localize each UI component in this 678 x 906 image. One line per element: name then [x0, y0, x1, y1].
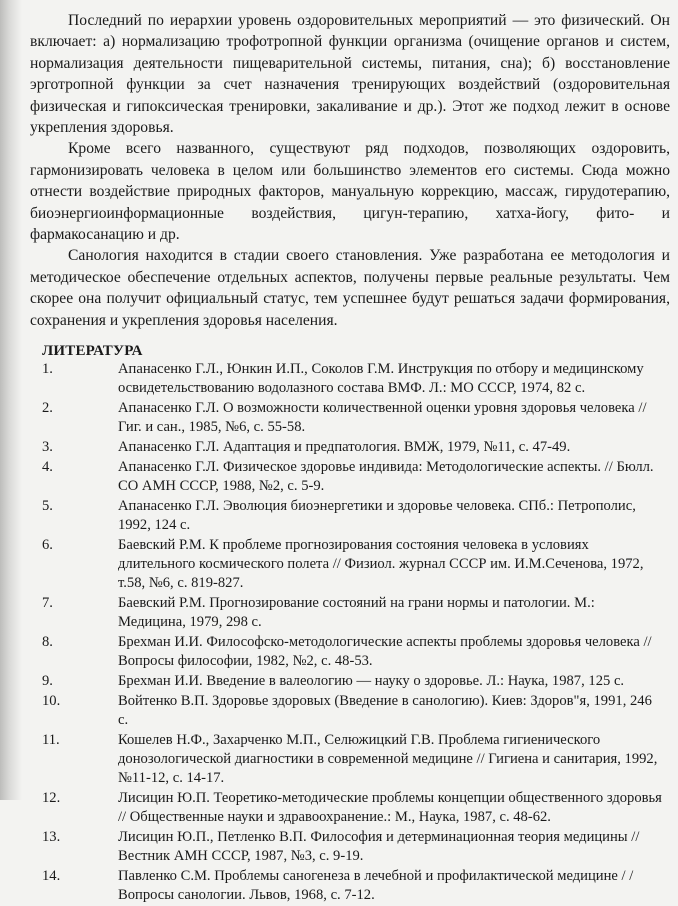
reference-item — [30, 731, 670, 788]
reference-item — [30, 594, 670, 632]
reference-text: Войтенко В.П. Здоровье здоровых (Введение в санологию). Киев: Здоров"я, 1991, 246 с. — [118, 693, 652, 729]
document-page — [30, 10, 670, 906]
reference-text: Брехман И.И. Введение в валеологию — науку о здоровье. Л.: Наука, 1987, 125 с. — [118, 673, 625, 690]
reference-item — [30, 497, 670, 535]
reference-item — [30, 672, 670, 691]
reference-text: Апанасенко Г.Л. Адаптация и предпатология. ВМЖ, 1979, №11, с. 47-49. — [118, 439, 571, 456]
reference-number: 11. — [42, 732, 60, 749]
reference-item — [30, 692, 670, 730]
paragraph-sanology-status: Санология находится в стадии своего становления. Уже разработана ее методология и методическое обеспечение отдельных аспектов, получены первые реальные результаты. Чем скорее она получит официальный статус, тем успешнее будут решаться задачи формирования, сохранения и укрепления здоровья населения. — [30, 247, 670, 329]
reference-number: 5. — [42, 498, 53, 515]
paragraph-physical-level: Последний по иерархии уровень оздоровительных мероприятий — это физический. Он включает: а) нормализацию трофотропной функции организма (очищение органов и систем, нормализация деятельности пищеварительной системы, питания, сна); б) восстановление эрготропной функции за счет назначения тренирующих воздействий (оздоровительная физическая и гипоксическая тренировки, закаливание и др.). Этот же подход лежит в основе укрепления здоровья. — [30, 12, 670, 137]
reference-number: 14. — [42, 868, 61, 885]
reference-item — [30, 438, 670, 457]
reference-item — [30, 867, 670, 905]
references-heading: ЛИТЕРАТУРА — [42, 343, 143, 360]
reference-text: Баевский Р.М. К проблеме прогнозирования состояния человека в условиях длительного космического полета // Физиол. журнал СССР им. И.М.Сеченова, 1972, т.58, №6, с. 819-827. — [118, 537, 644, 592]
reference-number: 1. — [42, 361, 53, 378]
reference-item — [30, 633, 670, 671]
reference-text: Апанасенко Г.Л. Эволюция биоэнергетики и здоровье человека. СПб.: Петрополис, 1992, 124 с. — [118, 498, 636, 534]
paragraph-other-approaches: Кроме всего названного, существуют ряд подходов, позволяющих оздоровить, гармонизировать человека в целом или большинство элементов его системы. Сюда можно отнести воздействие природных факторов, мануальную коррекцию, массаж, гирудотерапию, биоэнергиоинформационные воздействия, цигун-терапию, хатха-йогу, фито- и фармакосанацию и др. — [30, 140, 670, 244]
reference-number: 2. — [42, 400, 53, 417]
reference-number: 13. — [42, 829, 61, 846]
reference-number: 9. — [42, 673, 53, 690]
references-list — [30, 360, 670, 905]
reference-number: 12. — [42, 790, 61, 807]
reference-item — [30, 458, 670, 496]
reference-number: 10. — [42, 693, 61, 710]
reference-number: 8. — [42, 634, 53, 651]
reference-item — [30, 399, 670, 437]
reference-text: Апанасенко Г.Л. Физическое здоровье индивида: Методологические аспекты. // Бюлл. СО АМН СССР, 1988, №2, с. 5-9. — [118, 459, 654, 495]
reference-item — [30, 789, 670, 827]
reference-text: Баевский Р.М. Прогнозирование состояний на грани нормы и патологии. М.: Медицина, 1979, 298 с. — [118, 595, 595, 631]
reference-text: Апанасенко Г.Л., Юнкин И.П., Соколов Г.М. Инструкция по отбору и медицинскому освидетельствованию водолазного состава ВМФ. Л.: МО СССР, 1974, 82 с. — [118, 361, 644, 397]
reference-text: Кошелев Н.Ф., Захарченко М.П., Селюжицкий Г.В. Проблема гигиенического донозологической диагностики в современной медицине // Гигиена и санитария, 1992, №11-12, с. 14-17. — [118, 732, 658, 787]
reference-number: 4. — [42, 459, 53, 476]
reference-text: Брехман И.И. Философско-методологические аспекты проблемы здоровья человека // Вопросы философии, 1982, №2, с. 48-53. — [118, 634, 652, 670]
page-edge-shadow — [0, 0, 22, 800]
reference-text: Лисицин Ю.П. Теоретико-методические проблемы концепции общественного здоровья // Общественные науки и здравоохранение.: М., Наука, 1987, с. 48-62. — [118, 790, 662, 826]
reference-number: 3. — [42, 439, 53, 456]
reference-item — [30, 536, 670, 593]
reference-item — [30, 360, 670, 398]
reference-number: 6. — [42, 537, 53, 554]
reference-number: 7. — [42, 595, 53, 612]
reference-text: Павленко С.М. Проблемы саногенеза в лечебной и профилактической медицине / / Вопросы санологии. Львов, 1968, с. 7-12. — [118, 868, 634, 904]
reference-item — [30, 828, 670, 866]
reference-text: Апанасенко Г.Л. О возможности количественной оценки уровня здоровья человека // Гиг. и сан., 1985, №6, с. 55-58. — [118, 400, 647, 436]
reference-text: Лисицин Ю.П., Петленко В.П. Философия и детерминационная теория медицины // Вестник АМН СССР, 1987, №3, с. 9-19. — [118, 829, 640, 865]
